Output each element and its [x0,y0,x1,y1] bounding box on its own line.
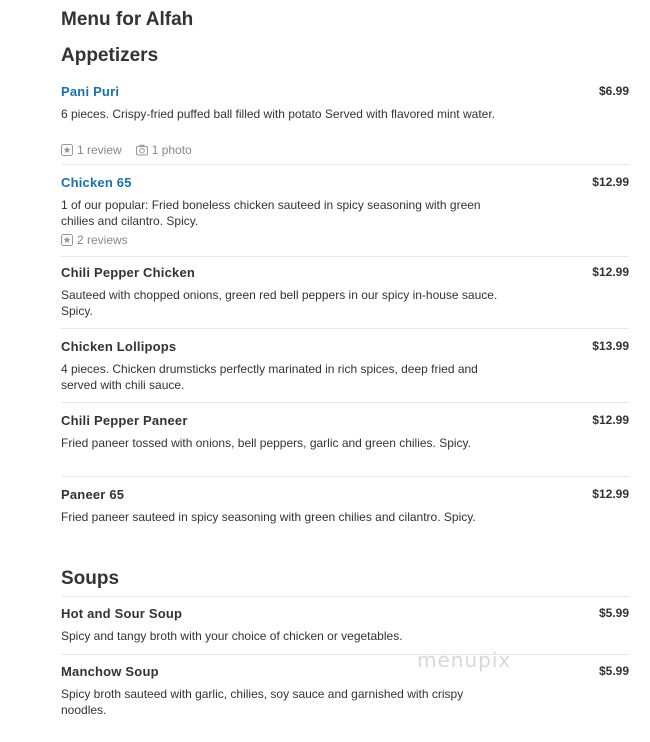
item-price: $12.99 [592,487,629,501]
reviews-count: 2 reviews [77,233,128,247]
item-price: $12.99 [592,175,629,189]
item-price: $12.99 [592,265,629,279]
item-name: Paneer 65 [61,487,125,502]
divider [61,654,629,655]
divider [61,164,629,165]
item-description: 1 of our popular: Fried boneless chicken sauteed in spicy seasoning with green chilies and cilantro. Spicy. [61,198,481,228]
reviews-count: 1 review [77,143,122,157]
divider [61,596,629,597]
divider [61,402,629,403]
section-title-appetizers: Appetizers [61,45,159,66]
item-description: Fried paneer sauteed in spicy seasoning with green chilies and cilantro. Spicy. [61,510,476,524]
item-name: Manchow Soup [61,664,159,679]
photos-link[interactable] [136,143,192,157]
section-title-soups: Soups [61,568,120,589]
item-name: Chili Pepper Paneer [61,413,188,428]
item-description: Fried paneer tossed with onions, bell peppers, garlic and green chilies. Spicy. [61,436,472,450]
item-price: $12.99 [592,413,629,427]
watermark: menupix [417,648,512,672]
item-price: $6.99 [598,84,629,98]
item-description: Sauteed with chopped onions, green red bell peppers in our spicy in-house sauce. Spicy. [61,288,498,318]
item-name: Hot and Sour Soup [61,606,183,621]
item-description: Spicy and tangy broth with your choice of chicken or vegetables. [61,629,403,643]
item-description: Spicy broth sauteed with garlic, chilies, soy sauce and garnished with crispy noodles. [61,687,464,717]
star-box-icon [61,144,73,156]
item-name: Chili Pepper Chicken [61,265,196,280]
divider [61,256,629,257]
reviews-link[interactable] [61,233,128,247]
item-name-link[interactable]: Chicken 65 [61,175,132,190]
camera-icon [136,144,148,156]
item-meta [61,143,206,157]
item-description: 6 pieces. Crispy-fried puffed ball filled with potato Served with flavored mint water. [61,107,495,121]
item-price: $5.99 [598,606,629,620]
divider [61,476,629,477]
photos-count: 1 photo [151,143,192,157]
item-description: 4 pieces. Chicken drumsticks perfectly marinated in rich spices, deep fried and served with chili sauce. [61,362,478,392]
item-name-link[interactable]: Pani Puri [61,84,120,99]
item-price: $13.99 [592,339,629,353]
item-price: $5.99 [598,664,629,678]
page-title: Menu for Alfah [61,9,194,30]
item-name: Chicken Lollipops [61,339,177,354]
divider [61,328,629,329]
item-meta [61,233,142,247]
reviews-link[interactable] [61,143,122,157]
star-box-icon [61,234,73,246]
